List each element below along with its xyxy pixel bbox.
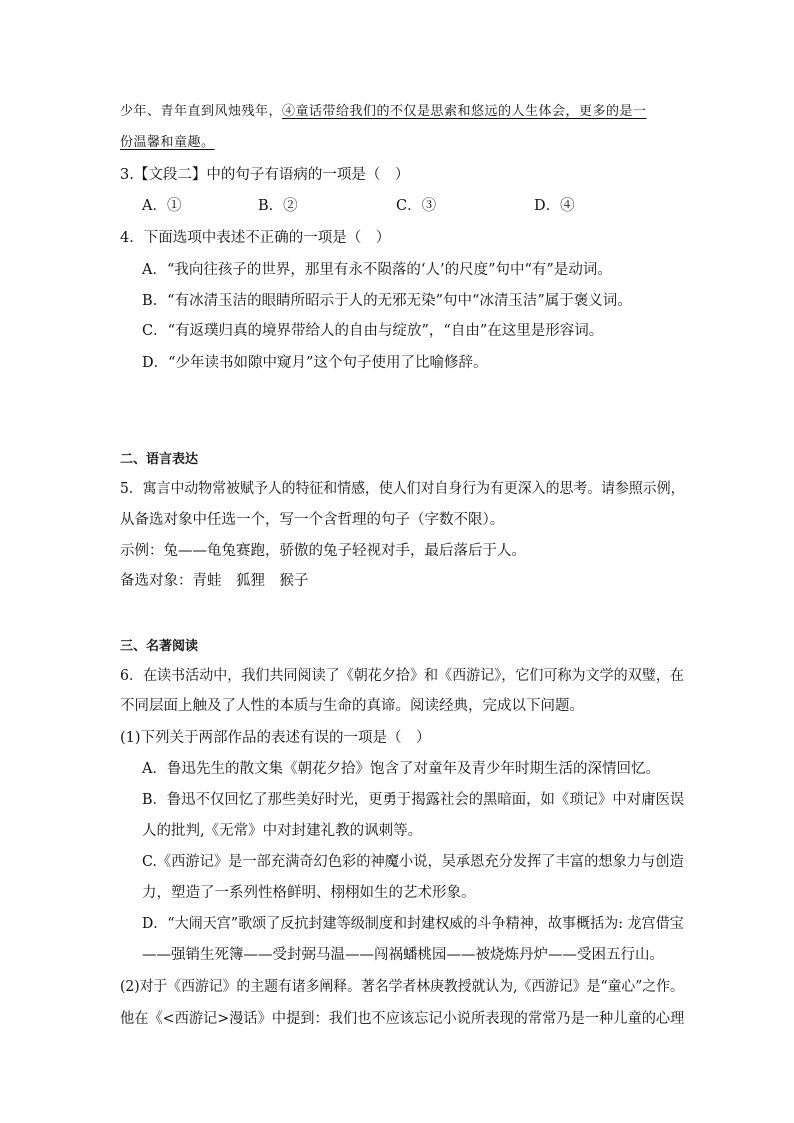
q3-option-d[interactable]: D．④ bbox=[534, 198, 575, 214]
section-3-heading: 三、名著阅读 bbox=[120, 639, 199, 654]
q6-sub2-line-2: 他在《<西游记>漫话》中提到：我们也不应该忘记小说所表现的常常乃是一种儿童的心理 bbox=[120, 1011, 685, 1027]
section-2-heading: 二、语言表达 bbox=[120, 452, 199, 467]
passage-underlined-sentence-4: ④童话带给我们的不仅是思索和悠远的人生体会，更多的是一 bbox=[282, 104, 647, 119]
q3-option-c[interactable]: C．③ bbox=[396, 198, 437, 214]
q4-option-d[interactable]: D．“少年读书如隙中窥月”这个句子使用了比喻修辞。 bbox=[142, 355, 488, 371]
q4-stem: 4．下面选项中表述不正确的一项是（ ） bbox=[120, 230, 391, 246]
q6-sub1-option-d-line-2[interactable]: ——强销生死簿——受封弼马温——闯祸蟠桃园——被烧炼丹炉——受困五行山。 bbox=[142, 947, 664, 963]
q6-line-2: 不同层面上触及了人性的本质与生命的真谛。阅读经典，完成以下问题。 bbox=[120, 698, 584, 714]
q3-stem: 3.【文段二】中的句子有语病的一项是（ ） bbox=[120, 167, 410, 183]
q6-sub1-option-a[interactable]: A．鲁迅先生的散文集《朝花夕拾》饱含了对童年及青少年时期生活的深情回忆。 bbox=[142, 761, 660, 777]
q5-line-1: 5．寓言中动物常被赋予人的特征和情感，使人们对自身行为有更深入的思考。请参照示例， bbox=[120, 481, 685, 497]
q4-option-b[interactable]: B．“有冰清玉洁的眼睛所昭示于人的无邪无染”句中“冰清玉洁”属于褒义词。 bbox=[142, 293, 632, 309]
q6-sub1-stem: (1)下列关于两部作品的表述有误的一项是（ ） bbox=[120, 730, 431, 746]
q6-sub1-option-b-line-2[interactable]: 人的批判,《无常》中对封建礼教的讽刺等。 bbox=[142, 823, 423, 839]
q6-sub1-option-c-line-2[interactable]: 力，塑造了一系列性格鲜明、栩栩如生的艺术形象。 bbox=[142, 885, 476, 901]
q3-option-b[interactable]: B．② bbox=[258, 198, 298, 214]
q5-candidates: 备选对象：青蛙 狐狸 猴子 bbox=[120, 573, 309, 589]
q6-sub1-option-d-line-1[interactable]: D．“大闹天宫”歌颂了反抗封建等级制度和封建权威的斗争精神，故事概括为: 龙宫借宝 bbox=[142, 916, 684, 932]
q6-line-1: 6．在读书活动中，我们共同阅读了《朝花夕拾》和《西游记》，它们可称为文学的双璧，在 bbox=[120, 668, 684, 684]
q5-example: 示例：兔——龟兔赛跑，骄傲的兔子轻视对手，最后落后于人。 bbox=[120, 543, 526, 559]
q4-option-a[interactable]: A．“我向往孩子的世界，那里有永不陨落的‘人’的尺度”句中“有”是动词。 bbox=[142, 262, 612, 278]
passage-line-2: 份温馨和童趣。 bbox=[120, 135, 215, 150]
q4-option-c[interactable]: C．“有返璞归真的境界带给人的自由与绽放”，“自由”在这里是形容词。 bbox=[142, 323, 604, 339]
q6-sub1-option-c-line-1[interactable]: C.《西游记》是一部充满奇幻色彩的神魔小说，吴承恩充分发挥了丰富的想象力与创造 bbox=[142, 854, 684, 870]
q6-sub2-line-1: (2)对于《西游记》的主题有诸多阐释。著名学者林庚教授就认为,《西游记》是“童心”之作。 bbox=[120, 979, 684, 995]
q3-option-a[interactable]: A．① bbox=[142, 198, 182, 214]
q5-line-2: 从备选对象中任选一个，写一个含哲理的句子（字数不限）。 bbox=[120, 512, 505, 528]
passage-plain-text: 少年、青年直到风烛残年， bbox=[120, 104, 283, 119]
q6-sub1-option-b-line-1[interactable]: B．鲁迅不仅回忆了那些美好时光，更勇于揭露社会的黑暗面，如《琐记》中对庸医误 bbox=[142, 792, 685, 808]
passage-line-1 bbox=[120, 103, 647, 121]
